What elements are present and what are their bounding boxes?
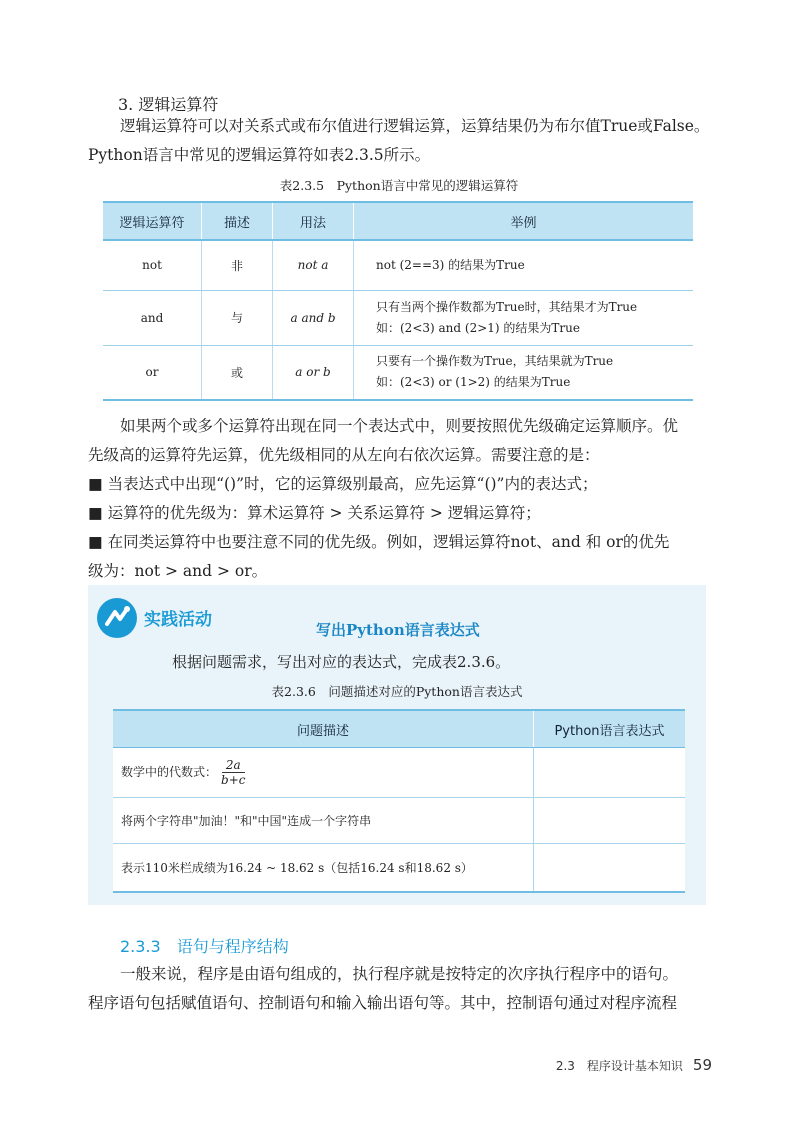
cell-usage: a or b (273, 345, 354, 400)
example-line-1: 只有当两个操作数都为True时，其结果才为True (376, 299, 638, 314)
fraction (221, 758, 245, 787)
cell-desc: 与 (202, 290, 273, 345)
example-line-1: 只要有一个操作数为True，其结果就为True (376, 354, 614, 369)
intro-line-1: 逻辑运算符可以对关系式或布尔值进行逻辑运算，运算结果仍为布尔值True或False。 (120, 117, 710, 135)
table-row (113, 844, 685, 892)
priority-bullet-3-cont: 级为：not > and > or。 (88, 562, 268, 580)
priority-line-1: 如果两个或多个运算符出现在同一个表达式中，则要按照优先级确定运算顺序。优 (120, 417, 679, 435)
subsection-heading (120, 934, 289, 957)
header-expression: Python语言表达式 (534, 710, 686, 748)
cell-desc: 非 (202, 240, 273, 290)
table1-caption: 表2.3.5 Python语言中常见的逻辑运算符 (279, 178, 519, 193)
priority-bullet-2: ■ 运算符的优先级为：算术运算符 > 关系运算符 > 逻辑运算符； (88, 504, 541, 522)
table2-caption: 表2.3.6 问题描述对应的Python语言表达式 (271, 684, 523, 699)
answer-cell[interactable] (534, 748, 686, 798)
activity-description: 根据问题需求，写出对应的表达式，完成表2.3.6。 (172, 653, 511, 671)
table-row (113, 798, 685, 844)
closing-line-2: 程序语句包括赋值语句、控制语句和输入输出语句等。其中，控制语句通过对程序流程 (88, 994, 678, 1012)
cell-usage: a and b (273, 290, 354, 345)
expression-table (113, 709, 685, 893)
cell-usage: not a (273, 240, 354, 290)
intro-paragraph (88, 112, 710, 170)
table-row (103, 290, 693, 345)
page-footer (556, 1056, 712, 1074)
cell-example (354, 290, 694, 345)
table-header-row (103, 202, 693, 240)
answer-cell[interactable] (534, 844, 686, 892)
example-line-2: 如：(2<3) and (2>1) 的结果为True (376, 320, 580, 335)
closing-paragraph (88, 960, 710, 1018)
page-number: 59 (692, 1056, 712, 1074)
cell-example (354, 345, 694, 400)
fraction-numerator: 2a (222, 758, 245, 773)
subsection-title: 语句与程序结构 (176, 937, 289, 956)
logic-operator-table (103, 201, 693, 401)
cell-problem: 表示110米栏成绩为16.24 ~ 18.62 s（包括16.24 s和18.62 s） (113, 844, 534, 892)
algebra-prefix: 数学中的代数式： (121, 765, 218, 779)
answer-cell[interactable] (534, 798, 686, 844)
closing-line-1: 一般来说，程序是由语句组成的，执行程序就是按特定的次序执行程序中的语句。 (120, 965, 679, 983)
activity-title: 写出Python语言表达式 (316, 621, 480, 639)
header-desc: 描述 (202, 202, 273, 240)
practice-activity-box (88, 585, 706, 905)
priority-bullet-3: ■ 在同类运算符中也要注意不同的优先级。例如，逻辑运算符not、and 和 or的优先 (88, 533, 670, 551)
table-header-row (113, 710, 685, 748)
cell-op: not (103, 240, 202, 290)
cell-example (354, 240, 694, 290)
subsection-number: 2.3.3 (120, 937, 161, 956)
priority-paragraph (88, 412, 710, 586)
table-row (113, 748, 685, 798)
activity-label: 实践活动 (144, 610, 212, 630)
cell-desc: 或 (202, 345, 273, 400)
cell-problem (113, 748, 534, 798)
table-row (103, 345, 693, 400)
activity-logo-icon (96, 597, 138, 639)
cell-problem: 将两个字符串"加油！"和"中国"连成一个字符串 (113, 798, 534, 844)
priority-line-2: 先级高的运算符先运算，优先级相同的从左向右依次运算。需要注意的是： (88, 446, 600, 464)
fraction-denominator: b+c (221, 773, 246, 787)
header-problem: 问题描述 (113, 710, 534, 748)
section-heading: 3. 逻辑运算符 (118, 95, 219, 114)
cell-op: and (103, 290, 202, 345)
example-line-1: not (2==3) 的结果为True (376, 257, 525, 272)
priority-bullet-1: ■ 当表达式中出现“()”时，它的运算级别最高，应先运算“()”内的表达式； (88, 475, 598, 493)
intro-line-2: Python语言中常见的逻辑运算符如表2.3.5所示。 (88, 146, 431, 164)
header-usage: 用法 (273, 202, 354, 240)
example-line-2: 如：(2<3) or (1>2) 的结果为True (376, 375, 571, 390)
footer-section: 2.3 程序设计基本知识 (555, 1059, 683, 1073)
header-operator: 逻辑运算符 (103, 202, 202, 240)
header-example: 举例 (354, 202, 694, 240)
cell-op: or (103, 345, 202, 400)
table-row (103, 240, 693, 290)
